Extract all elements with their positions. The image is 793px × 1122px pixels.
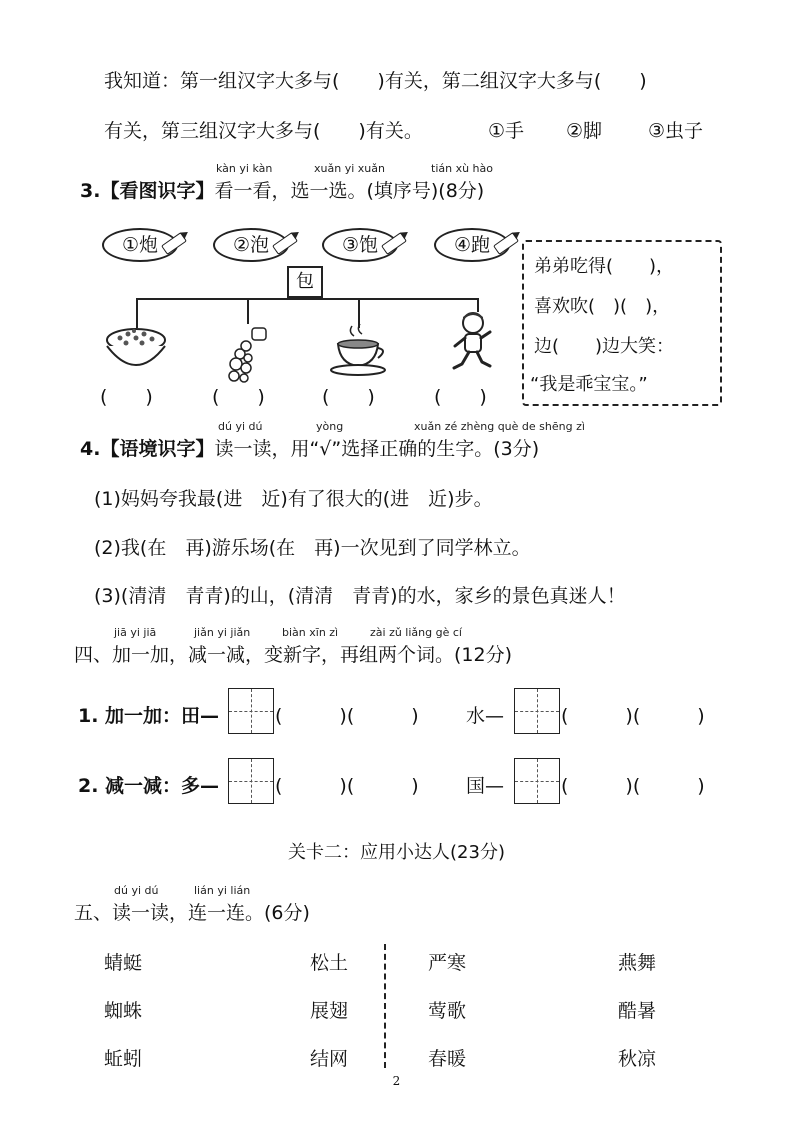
answer-paren-3[interactable]: ( ) bbox=[322, 386, 375, 408]
q4-number: 4. bbox=[80, 438, 101, 460]
subtract-row-label: 2. 减一减：多— bbox=[78, 775, 220, 797]
rice-bowl-image bbox=[104, 322, 168, 376]
word-col4-1[interactable]: 燕舞 bbox=[618, 952, 657, 974]
bubble-blowing-image bbox=[222, 326, 270, 384]
option-oval-2: ②泡 bbox=[213, 228, 289, 262]
word-col2-1[interactable]: 松土 bbox=[310, 952, 349, 974]
word-col3-3[interactable]: 春暖 bbox=[428, 1048, 467, 1070]
q4-item-2: (2)我(在 再)游乐场(在 再)一次见到了同学林立。 bbox=[94, 537, 531, 559]
word-col1-1[interactable]: 蜻蜓 bbox=[104, 952, 143, 974]
q3-text: 看一看，选一选。(填序号)(8分) bbox=[214, 180, 485, 202]
subtract-row-blanks-2[interactable]: ( )( ) bbox=[561, 775, 705, 797]
sentence-line-1: 弟弟吃得( )， bbox=[534, 256, 675, 277]
root-character-box: 包 bbox=[287, 266, 323, 298]
tian-grid-box[interactable] bbox=[228, 758, 274, 804]
option-oval-1: ①炮 bbox=[102, 228, 178, 262]
sec4-pinyin-3: biàn xīn zì bbox=[282, 626, 339, 639]
add-row-blanks-2[interactable]: ( )( ) bbox=[561, 705, 705, 727]
word-col4-2[interactable]: 酷暑 bbox=[618, 1000, 657, 1022]
q4-pinyin-1: dú yi dú bbox=[218, 420, 263, 433]
sec5-pinyin-1: dú yi dú bbox=[114, 884, 159, 897]
word-col3-2[interactable]: 莺歌 bbox=[428, 1000, 467, 1022]
tian-grid-box[interactable] bbox=[228, 688, 274, 734]
intro-option-3: ③虫子 bbox=[648, 120, 704, 142]
q4-item-1: (1)妈妈夸我最(进 近)有了很大的(进 近)步。 bbox=[94, 488, 493, 510]
q3-pinyin-1: kàn yi kàn bbox=[216, 162, 273, 175]
q4-item-3: (3)(清清 青青)的山，(清清 青青)的水，家乡的景色真迷人！ bbox=[94, 585, 626, 607]
word-col2-2[interactable]: 展翅 bbox=[310, 1000, 349, 1022]
q4-tag: 【语境识字】 bbox=[100, 438, 215, 460]
add-row-right-label: 水— bbox=[466, 705, 505, 727]
sentence-line-4: “我是乖宝宝。” bbox=[530, 374, 648, 395]
add-row-label: 1. 加一加：田— bbox=[78, 705, 220, 727]
q4-heading bbox=[80, 434, 539, 461]
level-two-title: 关卡二：应用小达人(23分) bbox=[288, 842, 505, 863]
intro-line-2: 有关，第三组汉字大多与( )有关。 bbox=[104, 120, 423, 142]
q3-heading bbox=[80, 176, 484, 203]
q3-number: 3. bbox=[80, 180, 101, 202]
q4-text: 读一读，用“√”选择正确的生字。(3分) bbox=[214, 438, 540, 460]
sec4-pinyin-2: jiǎn yi jiǎn bbox=[194, 626, 251, 639]
tree-horizontal-line bbox=[136, 298, 478, 300]
q3-tag: 【看图识字】 bbox=[100, 180, 215, 202]
word-col3-1[interactable]: 严寒 bbox=[428, 952, 467, 974]
page-number: 2 bbox=[392, 1074, 401, 1088]
option-oval-4: ④跑 bbox=[434, 228, 510, 262]
q4-pinyin-2: yòng bbox=[316, 420, 344, 433]
sec4-pinyin-1: jiā yi jiā bbox=[114, 626, 157, 639]
subtract-row-right-label: 国— bbox=[466, 775, 505, 797]
tree-branch-2 bbox=[247, 298, 249, 324]
sec4-title: 四、加一加，减一减，变新字，再组两个词。(12分) bbox=[74, 644, 513, 666]
tian-grid-box[interactable] bbox=[514, 688, 560, 734]
answer-paren-2[interactable]: ( ) bbox=[212, 386, 265, 408]
q3-pinyin-2: xuǎn yi xuǎn bbox=[314, 162, 385, 175]
word-col1-3[interactable]: 蚯蚓 bbox=[104, 1048, 143, 1070]
tree-stem bbox=[302, 296, 304, 300]
sec5-title: 五、读一读，连一连。(6分) bbox=[74, 902, 310, 924]
intro-option-1: ①手 bbox=[488, 120, 525, 142]
q3-pinyin-3: tián xù hào bbox=[431, 162, 493, 175]
word-col2-3[interactable]: 结网 bbox=[310, 1048, 349, 1070]
intro-line-1: 我知道：第一组汉字大多与( )有关，第二组汉字大多与( ) bbox=[104, 70, 647, 92]
word-col1-2[interactable]: 蜘蛛 bbox=[104, 1000, 143, 1022]
tea-cup-image bbox=[330, 322, 388, 378]
sentence-line-2: 喜欢吹( )( )， bbox=[534, 296, 671, 317]
sec4-pinyin-4: zài zǔ liǎng gè cí bbox=[370, 626, 462, 639]
sentence-line-3: 边( )边大笑： bbox=[534, 336, 675, 357]
add-row-blanks-1[interactable]: ( )( ) bbox=[275, 705, 419, 727]
tian-grid-box[interactable] bbox=[514, 758, 560, 804]
subtract-row-blanks-1[interactable]: ( )( ) bbox=[275, 775, 419, 797]
option-oval-3: ③饱 bbox=[322, 228, 398, 262]
word-col4-3[interactable]: 秋凉 bbox=[618, 1048, 657, 1070]
sec5-pinyin-2: lián yi lián bbox=[194, 884, 251, 897]
q4-pinyin-3: xuǎn zé zhèng què de shēng zì bbox=[414, 420, 585, 433]
intro-option-2: ②脚 bbox=[566, 120, 603, 142]
running-boy-image bbox=[450, 310, 496, 376]
answer-paren-4[interactable]: ( ) bbox=[434, 386, 487, 408]
column-divider bbox=[384, 944, 386, 1068]
answer-paren-1[interactable]: ( ) bbox=[100, 386, 153, 408]
